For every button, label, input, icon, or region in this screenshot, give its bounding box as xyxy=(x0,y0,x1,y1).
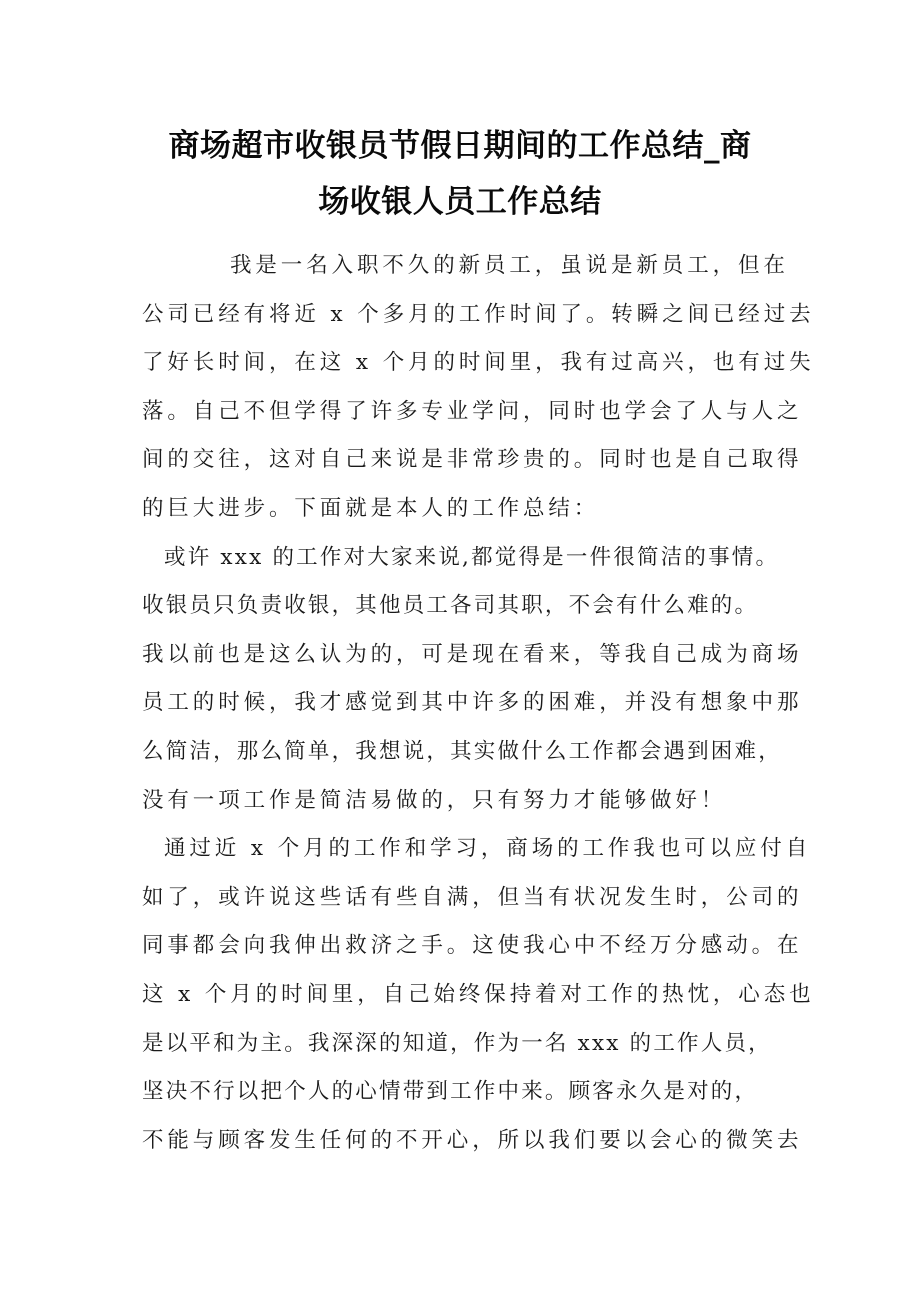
title-line-1: 商场超市收银员节假日期间的工作总结_商 xyxy=(168,128,752,164)
text-line: 我是一名入职不久的新员工，虽说是新员工，但在 xyxy=(230,253,789,278)
text-line: 间的交往，这对自己来说是非常珍贵的。同时也是自己取得 xyxy=(142,447,803,473)
text-line: 这 x 个月的时间里，自己始终保持着对工作的热忱，心态也 xyxy=(142,981,815,1007)
text-line: 公司已经有将近 x 个多月的工作时间了。转瞬之间已经过去 xyxy=(142,301,815,327)
text-line: 是以平和为主。我深深的知道，作为一名 xxx 的工作人员， xyxy=(142,1030,772,1056)
text-line: 或许 xxx 的工作对大家来说,都觉得是一件很简洁的事情。 xyxy=(164,544,780,570)
text-line: 落。自己不但学得了许多专业学问，同时也学会了人与人之 xyxy=(142,398,803,424)
text-line: 收银员只负责收银，其他员工各司其职，不会有什么难的。 xyxy=(142,593,759,619)
text-line: 不能与顾客发生任何的不开心，所以我们要以会心的微笑去 xyxy=(142,1127,803,1153)
text-line: 通过近 x 个月的工作和学习，商场的工作我也可以应付自 xyxy=(164,836,812,862)
document-body xyxy=(142,246,815,1169)
text-line: 的巨大进步。下面就是本人的工作总结： xyxy=(142,495,600,521)
text-line: 同事都会向我伸出救济之手。这使我心中不经万分感动。在 xyxy=(142,933,803,959)
text-line: 没有一项工作是简洁易做的，只有努力才能够做好！ xyxy=(142,787,727,813)
document-title xyxy=(120,118,800,230)
paragraph-1 xyxy=(142,246,815,538)
text-line: 了好长时间，在这 x 个月的时间里，我有过高兴，也有过失 xyxy=(142,350,815,376)
paragraph-2 xyxy=(142,538,802,830)
text-line: 员工的时候，我才感觉到其中许多的困难，并没有想象中那 xyxy=(142,690,803,716)
text-line: 坚决不行以把个人的心情带到工作中来。顾客永久是对的， xyxy=(142,1079,759,1105)
text-line: 么简洁，那么简单，我想说，其实做什么工作都会遇到困难， xyxy=(142,738,782,764)
title-line-2: 场收银人员工作总结 xyxy=(318,184,602,220)
text-line: 如了，或许说这些话有些自满，但当有状况发生时，公司的 xyxy=(142,884,803,910)
text-line: 我以前也是这么认为的，可是现在看来，等我自己成为商场 xyxy=(142,641,803,667)
paragraph-3 xyxy=(142,829,815,1169)
